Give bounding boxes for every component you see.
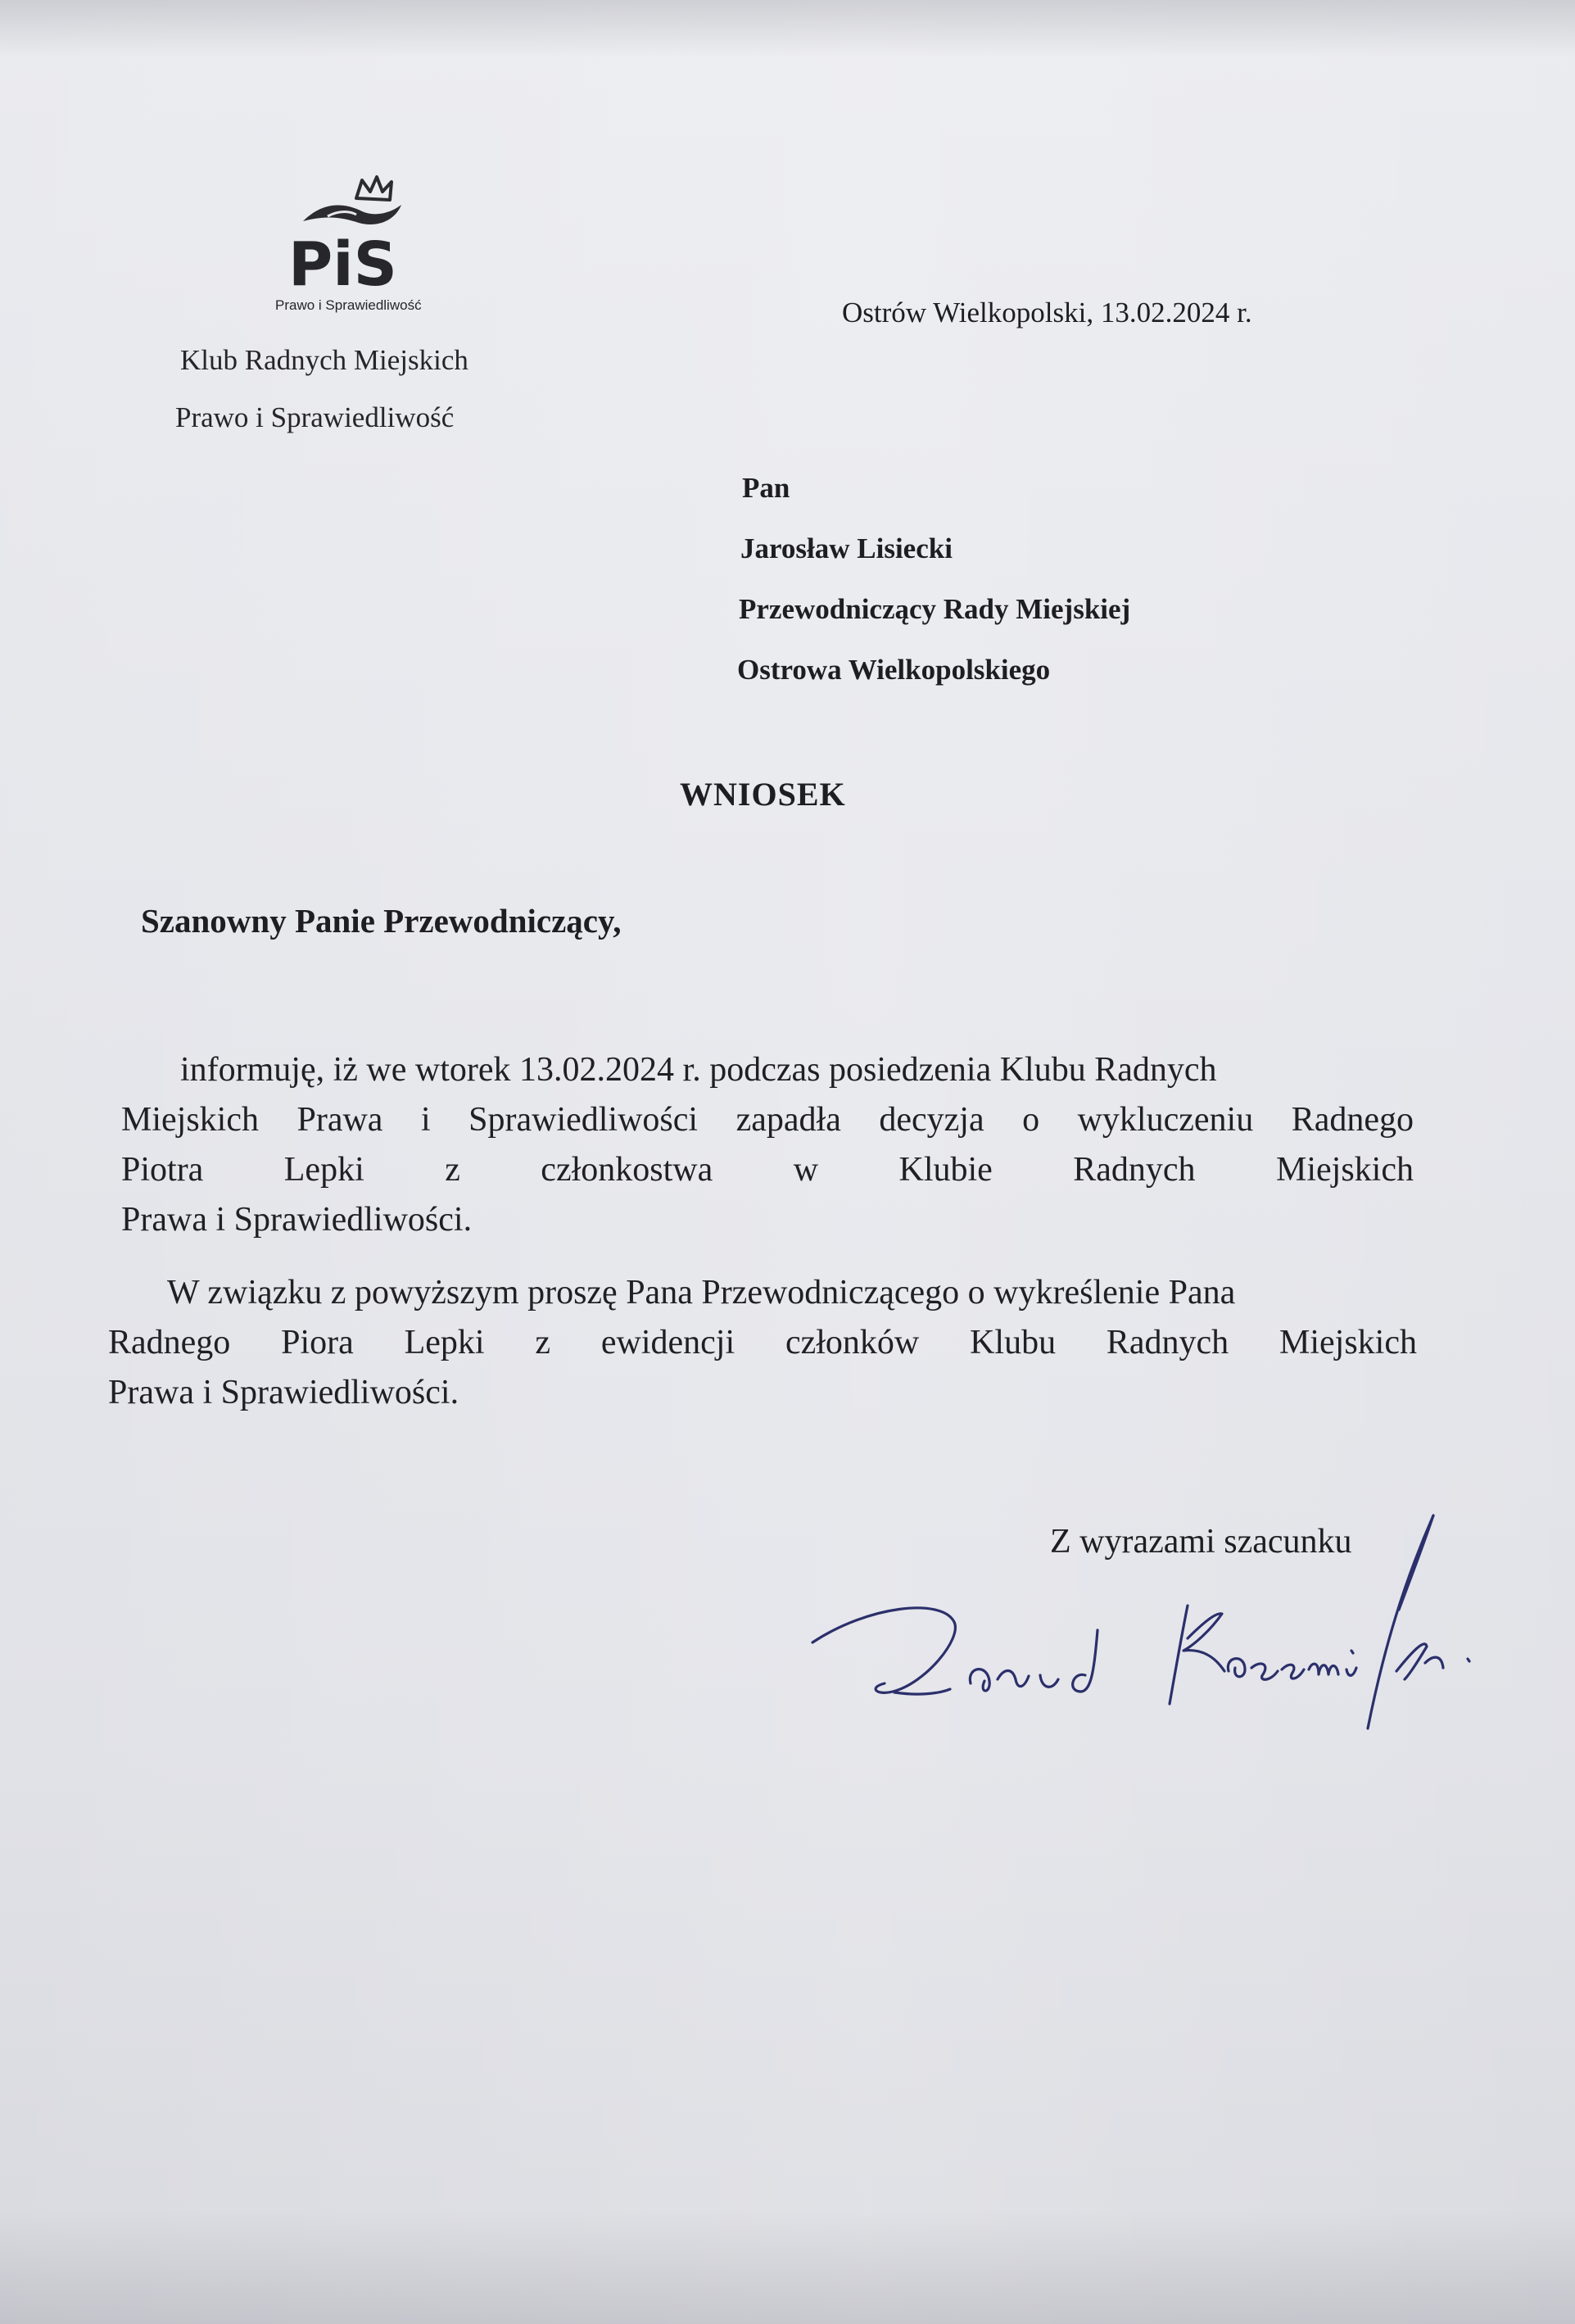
handwritten-signature-icon xyxy=(803,1507,1573,1753)
paragraph-2-line-1: W związku z powyższym proszę Pana Przewodniczącego o wykreślenie Pana xyxy=(167,1274,1236,1311)
recipient-name: Jarosław Lisiecki xyxy=(740,532,953,564)
svg-text:Prawo i Sprawiedliwość: Prawo i Sprawiedliwość xyxy=(275,297,422,313)
document-title: WNIOSEK xyxy=(680,776,846,813)
body-paragraph-2 xyxy=(108,1268,1417,1418)
paragraph-2-line-3: Prawa i Sprawiedliwości. xyxy=(108,1374,459,1411)
paragraph-1-line-4: Prawa i Sprawiedliwości. xyxy=(121,1201,473,1239)
greeting: Szanowny Panie Przewodniczący, xyxy=(141,902,622,940)
paragraph-1-line-1: informuję, iż we wtorek 13.02.2024 r. podczas posiedzenia Klubu Radnych xyxy=(180,1051,1217,1089)
paragraph-2-line-2: Radnego Piora Lepki z ewidencji członków Klubu Radnych Miejskich xyxy=(108,1324,1417,1361)
place-date: Ostrów Wielkopolski, 13.02.2024 r. xyxy=(842,297,1252,328)
paragraph-1-line-2: Miejskich Prawa i Sprawiedliwości zapadła decyzja o wykluczeniu Radnego xyxy=(121,1101,1414,1139)
recipient-role: Przewodniczący Rady Miejskiej xyxy=(739,593,1131,625)
paragraph-1-line-3: Piotra Lepki z członkostwa w Klubie Radnych Miejskich xyxy=(121,1151,1414,1189)
svg-text:PiS: PiS xyxy=(288,229,397,300)
recipient-city: Ostrowa Wielkopolskiego xyxy=(737,654,1051,686)
sender-line-2: Prawo i Sprawiedliwość xyxy=(175,401,455,433)
sender-line-1: Klub Radnych Miejskich xyxy=(180,344,468,376)
recipient-salutation: Pan xyxy=(742,472,790,504)
pis-logo-icon xyxy=(270,164,434,319)
closing: Z wyrazami szacunku xyxy=(1050,1523,1352,1561)
body-paragraph-1 xyxy=(121,1045,1414,1245)
